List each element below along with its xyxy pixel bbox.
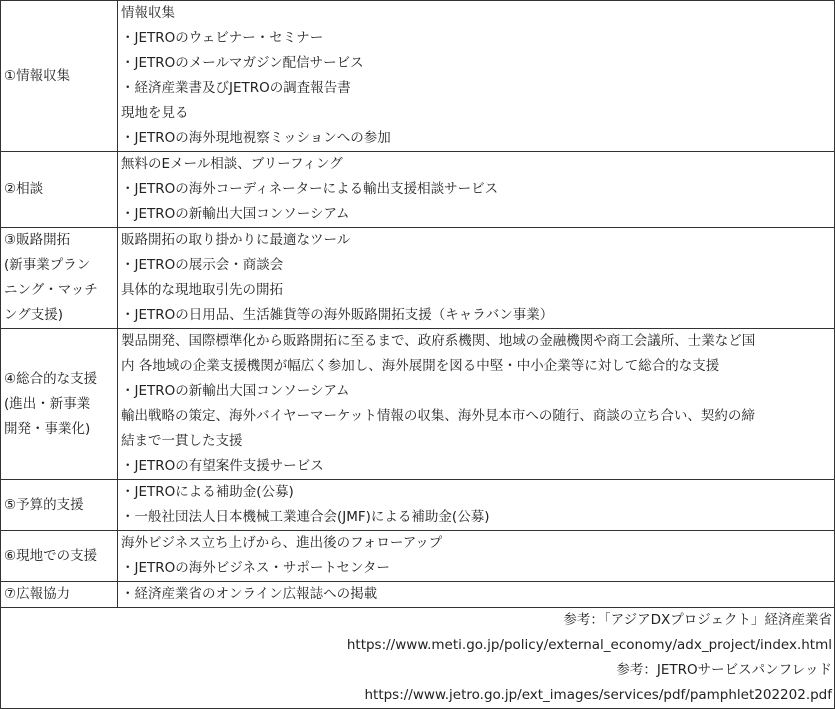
content-line: ・経済産業書及びJETROの調査報告書 [121,80,351,96]
table-row [1,480,835,531]
content-line: ・JETROのメールマガジン配信サービス [121,55,364,71]
content-line: ・JETROの展示会・商談会 [121,257,284,273]
category-label: ④総合的な支援 [4,370,98,387]
category-label: ②相談 [4,181,44,197]
content-line: 現地を見る [121,105,189,121]
category-cell [1,1,118,152]
content-line: ・JETROの有望案件支援サービス [121,458,324,474]
content-line: ・経済産業省のオンライン広報誌への掲載 [121,586,378,602]
category-cell [1,582,118,608]
category-cell [1,329,118,480]
table-row [1,329,835,480]
content-line: ・一般社団法人日本機械工業連合会(JMF)による補助金(公募) [121,509,490,525]
content-cell [118,329,835,480]
content-cell [118,480,835,531]
content-line: 情報収集 [121,5,175,21]
table-row [1,1,835,152]
content-line: 無料のEメール相談、ブリーフィング [121,156,343,172]
category-cell [1,531,118,582]
category-label: ①情報収集 [4,67,71,84]
category-label: ⑤予算的支援 [4,496,84,513]
table-row [1,582,835,608]
content-line: ・JETROの海外現地視察ミッションへの参加 [121,130,391,146]
content-cell [118,228,835,329]
content-cell [118,152,835,228]
table-row [1,152,835,228]
content-line: ・JETROの海外ビジネス・サポートセンター [121,560,390,576]
table-row [1,531,835,582]
category-label: (新事業プラン [4,257,91,273]
content-line: ・JETROの海外コーディネーターによる輸出支援相談サービス [121,181,499,197]
content-line: 輸出戦略の策定、海外バイヤーマーケット情報の収集、海外見本市への随行、商談の立ち合い、契約の締 [121,408,755,424]
references-cell [1,608,835,709]
category-label: ング支援) [4,307,63,323]
content-line: 結まで一貫した支援 [121,433,243,449]
content-line: 海外ビジネス立ち上げから、進出後のフォローアップ [121,535,443,551]
content-cell [118,1,835,152]
category-cell [1,152,118,228]
content-line: 内 各地域の企業支援機関が幅広く参加し、海外展開を図る中堅・中小企業等に対して総合的な支援 [121,358,720,374]
category-label: ⑦広報協力 [4,586,71,602]
category-label: ⑥現地での支援 [4,547,98,564]
content-line: ・JETROのウェビナー・セミナー [121,30,324,46]
category-label: (進出・新事業 [4,395,91,412]
category-label: 開発・事業化) [4,420,91,437]
content-cell [118,582,835,608]
category-cell [1,480,118,531]
category-cell [1,228,118,329]
category-label: ③販路開拓 [4,232,71,248]
reference-source: 参考：JETROサービスパンフレッド [616,662,832,678]
content-line: 製品開発、国際標準化から販路開拓に至るまで、政府系機関、地域の金融機関や商工会議所、士業など国 [121,333,756,349]
content-line: 具体的な現地取引先の開拓 [121,282,283,298]
references-row [1,608,835,709]
reference-url: https://www.jetro.go.jp/ext_images/services/pdf/pamphlet202202.pdf [364,687,832,703]
reference-source: 参考：「アジアDXプロジェクト」経済産業省 [563,612,832,628]
reference-url: https://www.meti.go.jp/policy/external_economy/adx_project/index.html [346,637,832,653]
content-cell [118,531,835,582]
content-line: ・JETROによる補助金(公募) [121,484,294,500]
table-body [1,1,835,709]
table-row [1,228,835,329]
content-line: ・JETROの新輸出大国コンソーシアム [121,206,350,222]
content-line: ・JETROの日用品、生活雑貨等の海外販路開拓支援（キャラバン事業） [121,307,554,323]
content-line: ・JETROの新輸出大国コンソーシアム [121,383,350,399]
category-label: ニング・マッチ [4,282,98,298]
content-line: 販路開拓の取り掛かりに最適なツール [121,232,351,248]
